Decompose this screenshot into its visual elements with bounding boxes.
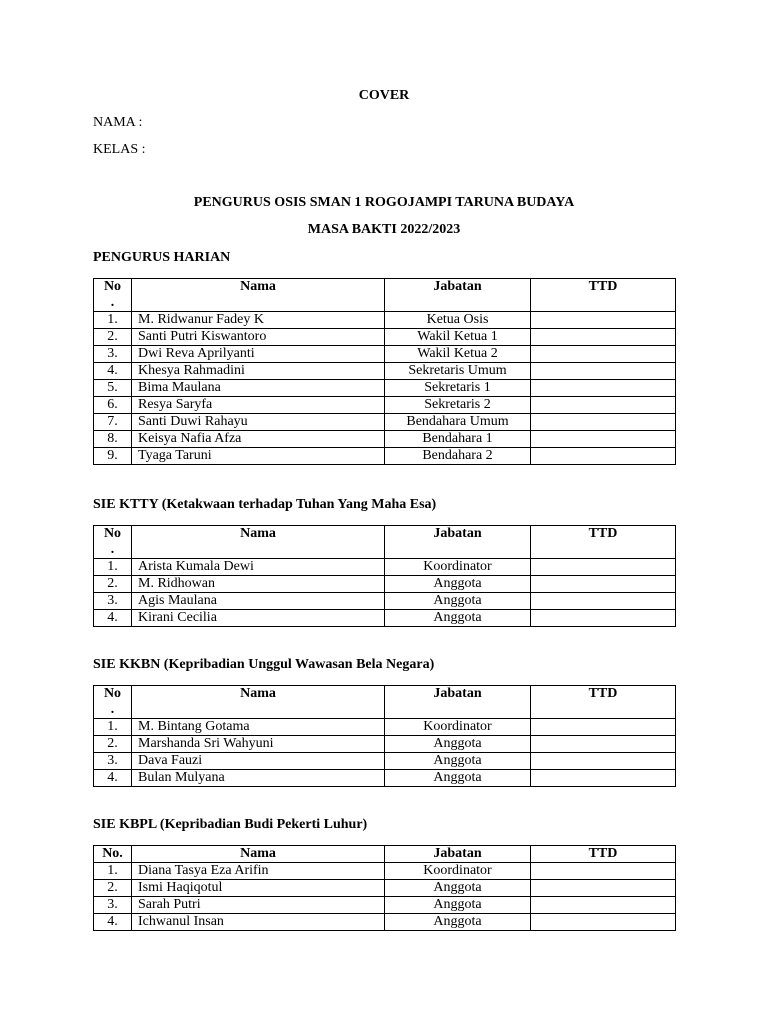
signature-cell [531,559,676,576]
signature-cell [531,312,676,329]
row-number: 1. [94,719,132,736]
signature-cell [531,736,676,753]
header-ttd: TTD [531,279,676,312]
member-name: Kirani Cecilia [132,610,385,627]
signature-cell [531,431,676,448]
row-number: 9. [94,448,132,465]
signature-cell [531,593,676,610]
member-position: Sekretaris Umum [385,363,531,380]
signature-cell [531,576,676,593]
signature-cell [531,753,676,770]
table-row [94,719,676,736]
member-position: Koordinator [385,863,531,880]
table-row [94,593,676,610]
member-name: Bulan Mulyana [132,770,385,787]
member-position: Anggota [385,736,531,753]
member-position: Koordinator [385,559,531,576]
member-name: Bima Maulana [132,380,385,397]
nama-field-label: NAMA : [93,115,143,130]
member-position: Bendahara 1 [385,431,531,448]
table-row [94,431,676,448]
member-position: Anggota [385,914,531,931]
table-row [94,897,676,914]
signature-cell [531,863,676,880]
table-row [94,610,676,627]
table-row [94,414,676,431]
member-name: Agis Maulana [132,593,385,610]
table-row [94,329,676,346]
table-row [94,863,676,880]
document-subheading: MASA BAKTI 2022/2023 [307,222,461,237]
member-position: Anggota [385,880,531,897]
member-position: Ketua Osis [385,312,531,329]
table-row [94,346,676,363]
table-sie-kkbn [93,685,676,787]
signature-cell [531,610,676,627]
header-jabatan: Jabatan [385,846,531,863]
table-row [94,312,676,329]
member-name: Dwi Reva Aprilyanti [132,346,385,363]
row-number: 1. [94,863,132,880]
member-name: Ismi Haqiqotul [132,880,385,897]
member-name: Dava Fauzi [132,753,385,770]
table-header-row [94,279,676,312]
table-row [94,736,676,753]
member-name: Keisya Nafia Afza [132,431,385,448]
header-ttd: TTD [531,526,676,559]
signature-cell [531,897,676,914]
table-row [94,880,676,897]
row-number: 3. [94,753,132,770]
header-ttd: TTD [531,846,676,863]
member-position: Anggota [385,770,531,787]
member-position: Anggota [385,576,531,593]
row-number: 2. [94,736,132,753]
signature-cell [531,448,676,465]
signature-cell [531,329,676,346]
row-number: 4. [94,363,132,380]
cover-title: COVER [358,88,410,103]
member-name: M. Ridhowan [132,576,385,593]
row-number: 2. [94,880,132,897]
signature-cell [531,719,676,736]
member-position: Anggota [385,610,531,627]
row-number: 4. [94,770,132,787]
member-position: Anggota [385,753,531,770]
document-heading: PENGURUS OSIS SMAN 1 ROGOJAMPI TARUNA BUDAYA [193,195,575,210]
signature-cell [531,363,676,380]
table-header-row [94,846,676,863]
member-position: Bendahara 2 [385,448,531,465]
member-name: Resya Saryfa [132,397,385,414]
row-number: 6. [94,397,132,414]
row-number: 4. [94,914,132,931]
section-title-sie-ktty: SIE KTTY (Ketakwaan terhadap Tuhan Yang Maha Esa) [93,497,437,512]
header-nama: Nama [132,526,385,559]
header-nama: Nama [132,686,385,719]
row-number: 7. [94,414,132,431]
signature-cell [531,914,676,931]
row-number: 5. [94,380,132,397]
table-row [94,363,676,380]
member-name: M. Bintang Gotama [132,719,385,736]
signature-cell [531,397,676,414]
kelas-field-label: KELAS : [93,142,146,157]
member-position: Wakil Ketua 1 [385,329,531,346]
row-number: 1. [94,312,132,329]
header-nama: Nama [132,279,385,312]
table-row [94,448,676,465]
header-jabatan: Jabatan [385,279,531,312]
member-name: Santi Putri Kiswantoro [132,329,385,346]
row-number: 2. [94,576,132,593]
member-name: Arista Kumala Dewi [132,559,385,576]
member-position: Anggota [385,593,531,610]
section-title-sie-kbpl: SIE KBPL (Kepribadian Budi Pekerti Luhur) [93,817,368,832]
header-no: No . [94,279,132,312]
header-nama: Nama [132,846,385,863]
member-name: Marshanda Sri Wahyuni [132,736,385,753]
table-row [94,914,676,931]
member-name: Santi Duwi Rahayu [132,414,385,431]
table-pengurus-harian [93,278,676,465]
row-number: 3. [94,897,132,914]
row-number: 3. [94,346,132,363]
signature-cell [531,346,676,363]
member-position: Anggota [385,897,531,914]
table-sie-ktty [93,525,676,627]
member-name: Diana Tasya Eza Arifin [132,863,385,880]
table-row [94,380,676,397]
member-position: Wakil Ketua 2 [385,346,531,363]
signature-cell [531,414,676,431]
header-jabatan: Jabatan [385,526,531,559]
member-name: Khesya Rahmadini [132,363,385,380]
header-no: No. [94,846,132,863]
table-row [94,770,676,787]
row-number: 3. [94,593,132,610]
table-sie-kbpl [93,845,676,931]
signature-cell [531,770,676,787]
member-name: Tyaga Taruni [132,448,385,465]
table-row [94,397,676,414]
signature-cell [531,880,676,897]
header-ttd: TTD [531,686,676,719]
row-number: 1. [94,559,132,576]
member-position: Sekretaris 1 [385,380,531,397]
row-number: 4. [94,610,132,627]
row-number: 8. [94,431,132,448]
table-header-row [94,526,676,559]
member-name: M. Ridwanur Fadey K [132,312,385,329]
member-name: Sarah Putri [132,897,385,914]
section-title-pengurus-harian: PENGURUS HARIAN [93,250,231,265]
row-number: 2. [94,329,132,346]
header-jabatan: Jabatan [385,686,531,719]
member-position: Koordinator [385,719,531,736]
table-row [94,576,676,593]
header-no: No . [94,686,132,719]
header-no: No . [94,526,132,559]
member-name: Ichwanul Insan [132,914,385,931]
signature-cell [531,380,676,397]
member-position: Bendahara Umum [385,414,531,431]
table-row [94,559,676,576]
table-header-row [94,686,676,719]
section-title-sie-kkbn: SIE KKBN (Kepribadian Unggul Wawasan Bela Negara) [93,657,435,672]
member-position: Sekretaris 2 [385,397,531,414]
table-row [94,753,676,770]
